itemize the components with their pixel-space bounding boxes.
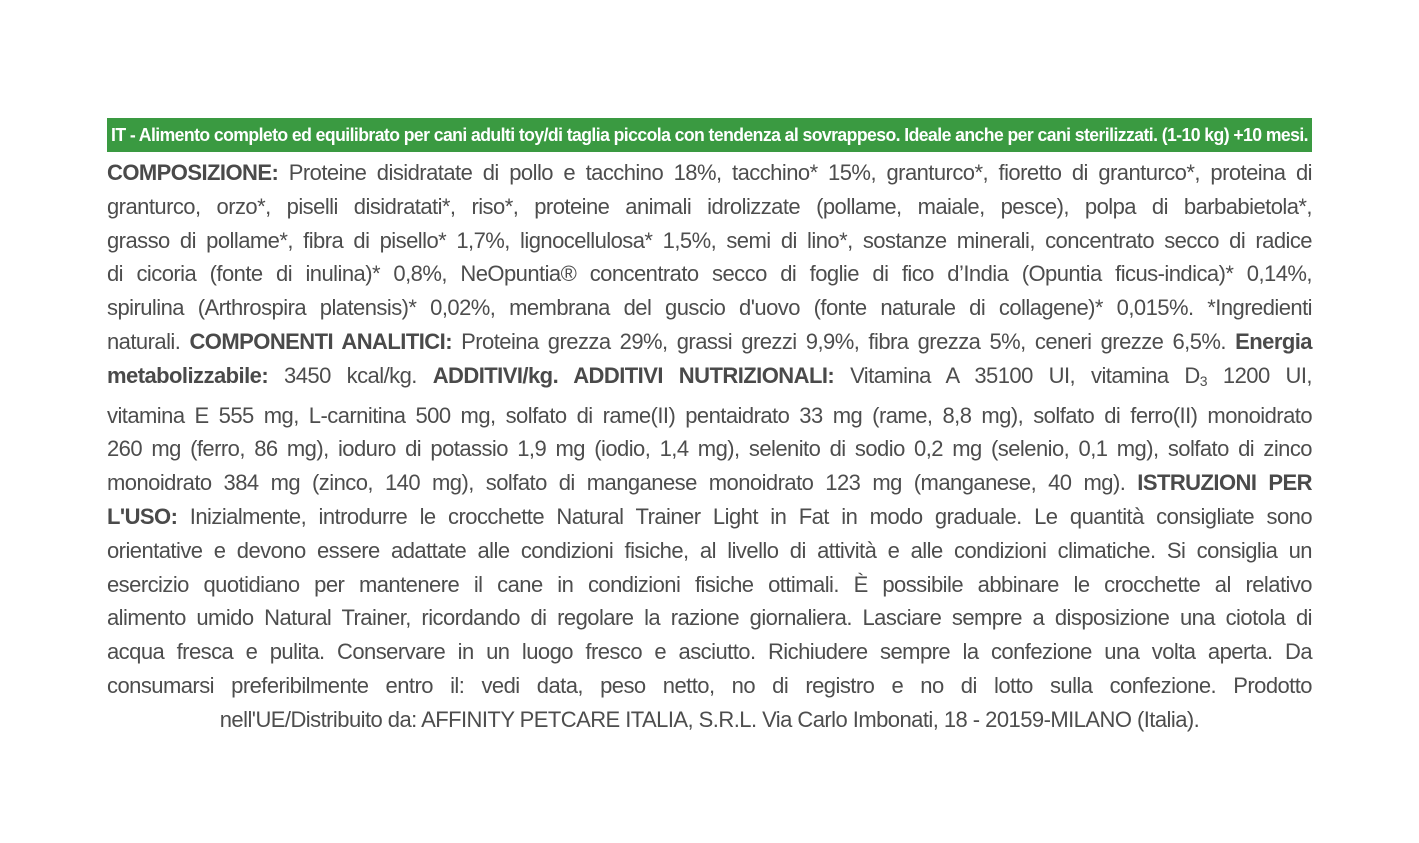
composition-text-end: naturali. xyxy=(107,328,190,354)
label-line: acqua fresca e pulita. Conservare in un luogo fresco e asciutto. Richiudere sempre la confezione una volta aperta. Da xyxy=(107,639,1312,665)
label-line: 260 mg (ferro, 86 mg), ioduro di potassio 1,9 mg (iodio, 1,4 mg), selenito di sodio 0,2 mg (selenio, 0,1 mg), solfato di zinco xyxy=(107,436,1312,462)
label-line xyxy=(107,156,1312,190)
label-line: esercizio quotidiano per mantenere il cane in condizioni fisiche ottimali. È possibile abbinare le crocchette al relativo xyxy=(107,571,1312,597)
distributor-line: nell'UE/Distribuito da: AFFINITY PETCARE ITALIA, S.R.L. Via Carlo Imbonati, 18 - 20159-MILANO (Italia). xyxy=(219,706,1200,732)
additives-text-end: 1200 UI, xyxy=(1207,362,1312,388)
energy-heading-b: metabolizzabile: xyxy=(107,362,269,388)
subscript-3: 3 xyxy=(1199,372,1207,389)
label-line xyxy=(107,359,1312,399)
label-line xyxy=(107,325,1312,359)
label-line: spirulina (Arthrospira platensis)* 0,02%, membrana del guscio d'uovo (fonte naturale di collagene)* 0,015%. *Ingredienti xyxy=(107,295,1312,321)
instructions-text: Inizialmente, introdurre le crocchette Natural Trainer Light in Fat in modo graduale. Le quantità consigliate sono xyxy=(177,503,1312,529)
label-line: di cicoria (fonte di inulina)* 0,8%, NeOpuntia® concentrato secco di foglie di fico d’India (Opuntia ficus-indica)* 0,14%, xyxy=(107,261,1312,287)
analytical-components-text: Proteina grezza 29%, grassi grezzi 9,9%, fibra grezza 5%, ceneri grezze 6,5%. xyxy=(451,328,1236,354)
additives-text: Vitamina A 35100 UI, vitamina D xyxy=(834,362,1200,388)
analytical-components-heading: COMPONENTI ANALITICI: xyxy=(189,328,452,354)
additives-text-last: monoidrato 384 mg (zinco, 140 mg), solfato di manganese monoidrato 123 mg (manganese, 40 mg). xyxy=(107,470,1138,496)
label-line: grasso di pollame*, fibra di pisello* 1,7%, lignocellulosa* 1,5%, semi di lino*, sostanze minerali, concentrato secco di radice xyxy=(107,227,1312,253)
product-description-banner: IT - Alimento completo ed equilibrato per cani adulti toy/di taglia piccola con tendenza al sovrappeso. Ideale anche per cani sterilizzati. (1-10 kg) +10 mesi. xyxy=(107,118,1312,152)
product-label xyxy=(107,118,1312,737)
composition-text: Proteine disidratate di pollo e tacchino 18%, tacchino* 15%, granturco*, fioretto di granturco*, proteina di xyxy=(278,160,1312,185)
instructions-heading-a: ISTRUZIONI PER xyxy=(1137,470,1312,496)
energy-heading-a: Energia xyxy=(1235,328,1312,354)
label-line xyxy=(107,466,1312,500)
label-line: consumarsi preferibilmente entro il: vedi data, peso netto, no di registro e no di lotto sulla confezione. Prodotto xyxy=(107,672,1312,698)
instructions-heading-b: L'USO: xyxy=(107,503,178,529)
energy-text: 3450 kcal/kg. xyxy=(268,362,433,388)
label-body-text xyxy=(107,156,1312,737)
label-line: granturco, orzo*, piselli disidratati*, riso*, proteine animali idrolizzate (pollame, maiale, pesce), polpa di barbabietola*, xyxy=(107,193,1312,219)
label-line: vitamina E 555 mg, L-carnitina 500 mg, solfato di rame(II) pentaidrato 33 mg (rame, 8,8 mg), solfato di ferro(II) monoidrato xyxy=(107,402,1312,428)
label-line: orientative e devono essere adattate alle condizioni fisiche, al livello di attività e alle condizioni climatiche. Si consiglia un xyxy=(107,537,1312,563)
composition-heading: COMPOSIZIONE: xyxy=(107,160,279,185)
label-line xyxy=(107,500,1312,534)
label-line: alimento umido Natural Trainer, ricordando di regolare la razione giornaliera. Lasciare sempre a disposizione una ciotola di xyxy=(107,605,1312,631)
additives-heading: ADDITIVI/kg. ADDITIVI NUTRIZIONALI: xyxy=(432,362,835,388)
